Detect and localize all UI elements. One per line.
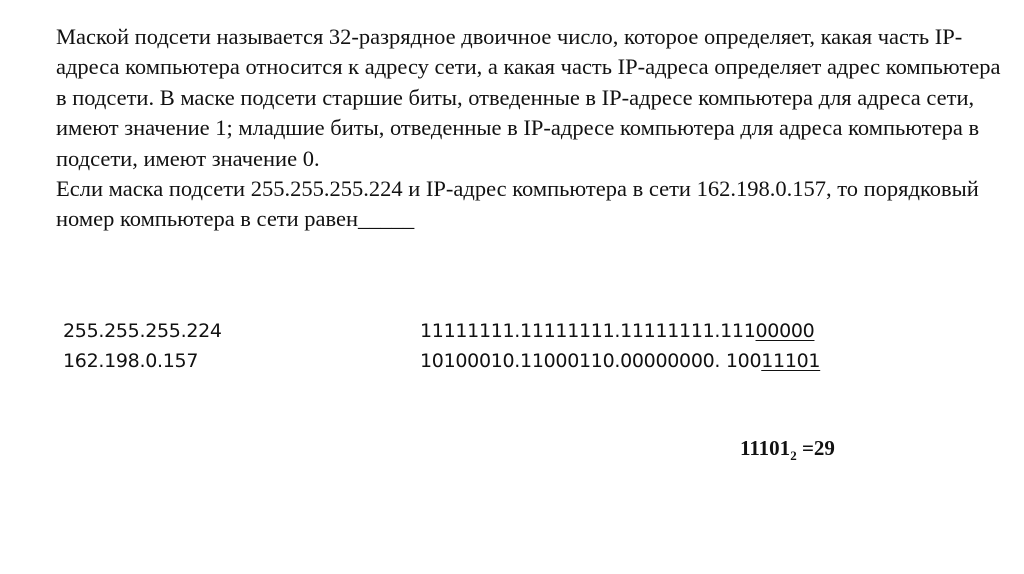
mask-binary-network-part: 11111111.11111111.11111111.111 bbox=[420, 320, 756, 342]
problem-paragraph-definition: Маской подсети называется 32-разрядное двоичное число, которое определяет, какая часть IP-адреса компьютера относится к адресу сети, а какая часть IP-адреса определяет адрес компьютера в подсети. В маске подсети старшие биты, отведенные в IP-адресе компьютера для адреса сети, имеют значение 1; младшие биты, отведенные в IP-адресе компьютера для адреса компьютера в подсети, имеют значение 0. bbox=[56, 24, 1001, 171]
mask-decimal: 255.255.255.224 bbox=[63, 320, 222, 342]
binary-values bbox=[420, 316, 820, 376]
ip-binary-network-part: 10100010.11000110.00000000. 100 bbox=[420, 350, 762, 372]
mask-binary bbox=[420, 316, 820, 346]
problem-paragraph-question: Если маска подсети 255.255.255.224 и IP-адрес компьютера в сети 162.198.0.157, то порядковый номер компьютера в сети равен_____ bbox=[56, 176, 979, 232]
answer-result: =29 bbox=[796, 436, 835, 460]
decimal-values bbox=[63, 316, 222, 376]
ip-binary-host-part: 11101 bbox=[761, 350, 821, 372]
ip-binary bbox=[420, 346, 820, 376]
answer-base: 2 bbox=[790, 448, 797, 463]
mask-binary-host-part: 00000 bbox=[755, 320, 815, 342]
answer bbox=[740, 436, 835, 464]
problem-statement bbox=[56, 22, 1001, 235]
answer-binary: 11101 bbox=[740, 436, 791, 460]
ip-decimal: 162.198.0.157 bbox=[63, 350, 199, 372]
